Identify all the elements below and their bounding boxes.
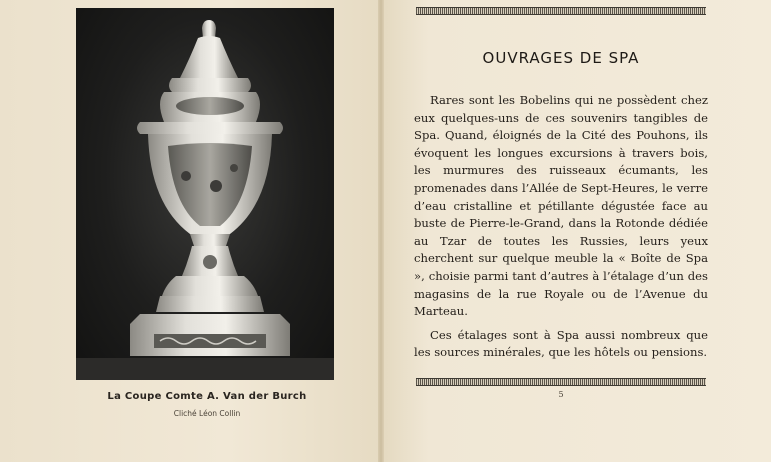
paragraph: Rares sont les Bobelins qui ne possèdent chez eux quelques-uns de ces souvenirs tangibles de Spa. Quand, éloignés de la Cité des Pouhons, ils évoquent les longues excursions à travers bois, les murmures des ruisseaux écumants, les promenades dans l’Allée de Sept-Heures, le verre d’eau cristalline et pétillante dégustée face au buste de Pierre-le-Grand, dans la Rotonde dédiée au Tzar de toutes les Russies, leurs yeux cherchent sur quelque meuble la « Boîte de Spa », choisie parmi tant d’autres à l’étalage d’un des magasins de la rue Royale ou de l’Avenue du Marteau. <box>414 93 708 319</box>
top-ornamental-rule <box>416 7 706 15</box>
page-heading: OUVRAGES DE SPA <box>482 49 640 67</box>
book-gutter <box>378 0 384 462</box>
page-number: 5 <box>558 390 564 399</box>
body-text <box>414 92 708 362</box>
paragraph: Ces étalages sont à Spa aussi nombreux que les sources minérales, que les hôtels ou pensions. <box>414 327 708 360</box>
photo-credit: Cliché Léon Collin <box>173 409 241 418</box>
vase-photograph <box>76 8 334 380</box>
vase-illustration <box>76 8 334 380</box>
bottom-ornamental-rule <box>416 378 706 386</box>
photo-caption-title: La Coupe Comte A. Van der Burch <box>107 391 307 402</box>
